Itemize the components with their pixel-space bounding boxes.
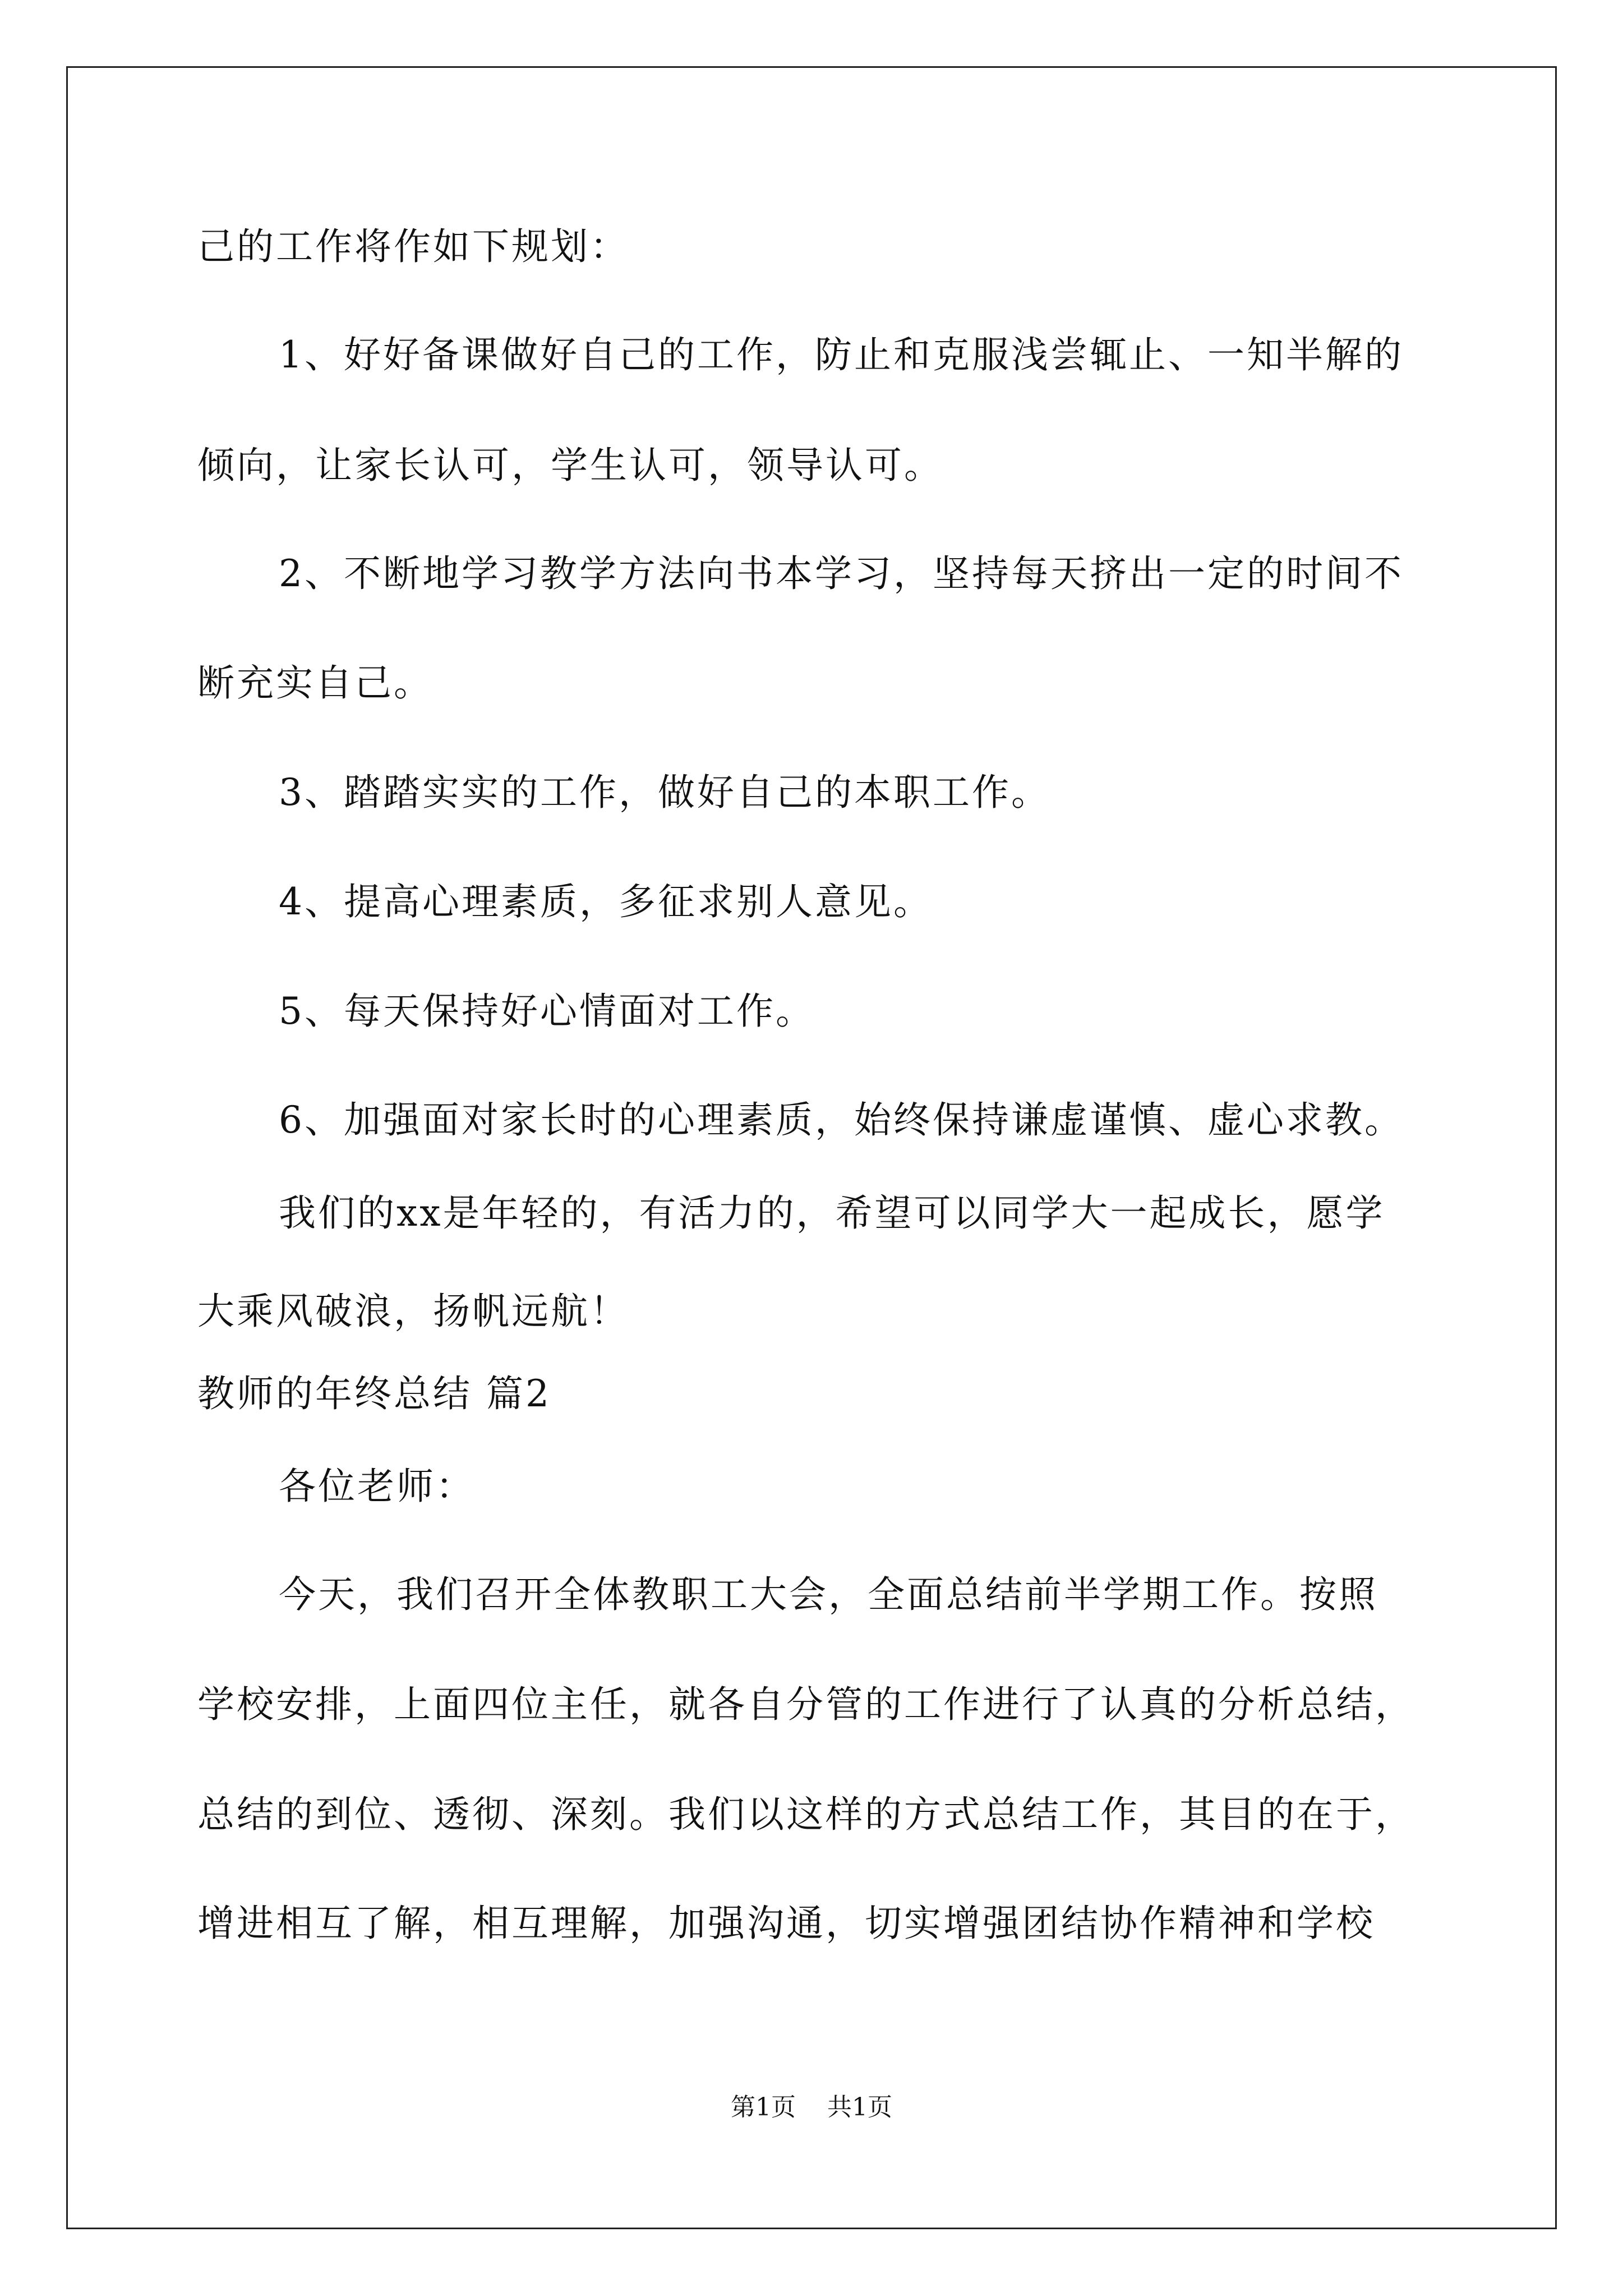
text-line: 倾向，让家长认可，学生认可，领导认可。 [197, 444, 943, 487]
text-line: 大乘风破浪，扬帆远航！ [197, 1290, 629, 1333]
text-line: 增进相互了解，相互理解，加强沟通，切实增强团结协作精神和学校 [197, 1902, 1375, 1945]
text-line: 己的工作将作如下规划： [197, 225, 629, 268]
text-line: 我们的xx是年轻的，有活力的，希望可以同学大一起成长，愿学 [279, 1191, 1385, 1235]
text-line: 4、提高心理素质，多征求别人意见。 [279, 880, 933, 923]
text-line: 总结的到位、透彻、深刻。我们以这样的方式总结工作，其目的在于， [197, 1793, 1414, 1836]
text-line: 学校安排，上面四位主任，就各自分管的工作进行了认真的分析总结， [197, 1683, 1414, 1726]
page-footer [0, 2087, 1623, 2123]
page-number-current: 第1页 [731, 2093, 796, 2122]
text-line: 1、好好备课做好自己的工作，防止和克服浅尝辄止、一知半解的 [279, 333, 1404, 376]
text-line: 3、踏踏实实的工作，做好自己的本职工作。 [279, 771, 1050, 814]
text-line: 各位老师： [279, 1465, 475, 1508]
text-line: 断充实自己。 [197, 661, 433, 705]
text-line: 今天，我们召开全体教职工大会，全面总结前半学期工作。按照 [279, 1573, 1378, 1616]
text-line: 6、加强面对家长时的心理素质，始终保持谦虚谨慎、虚心求教。 [279, 1098, 1404, 1142]
section-heading: 教师的年终总结 篇2 [197, 1372, 551, 1415]
text-line: 2、不断地学习教学方法向书本学习，坚持每天挤出一定的时间不 [279, 552, 1404, 595]
page-number-total: 共1页 [827, 2093, 892, 2122]
text-line: 5、每天保持好心情面对工作。 [279, 990, 815, 1033]
